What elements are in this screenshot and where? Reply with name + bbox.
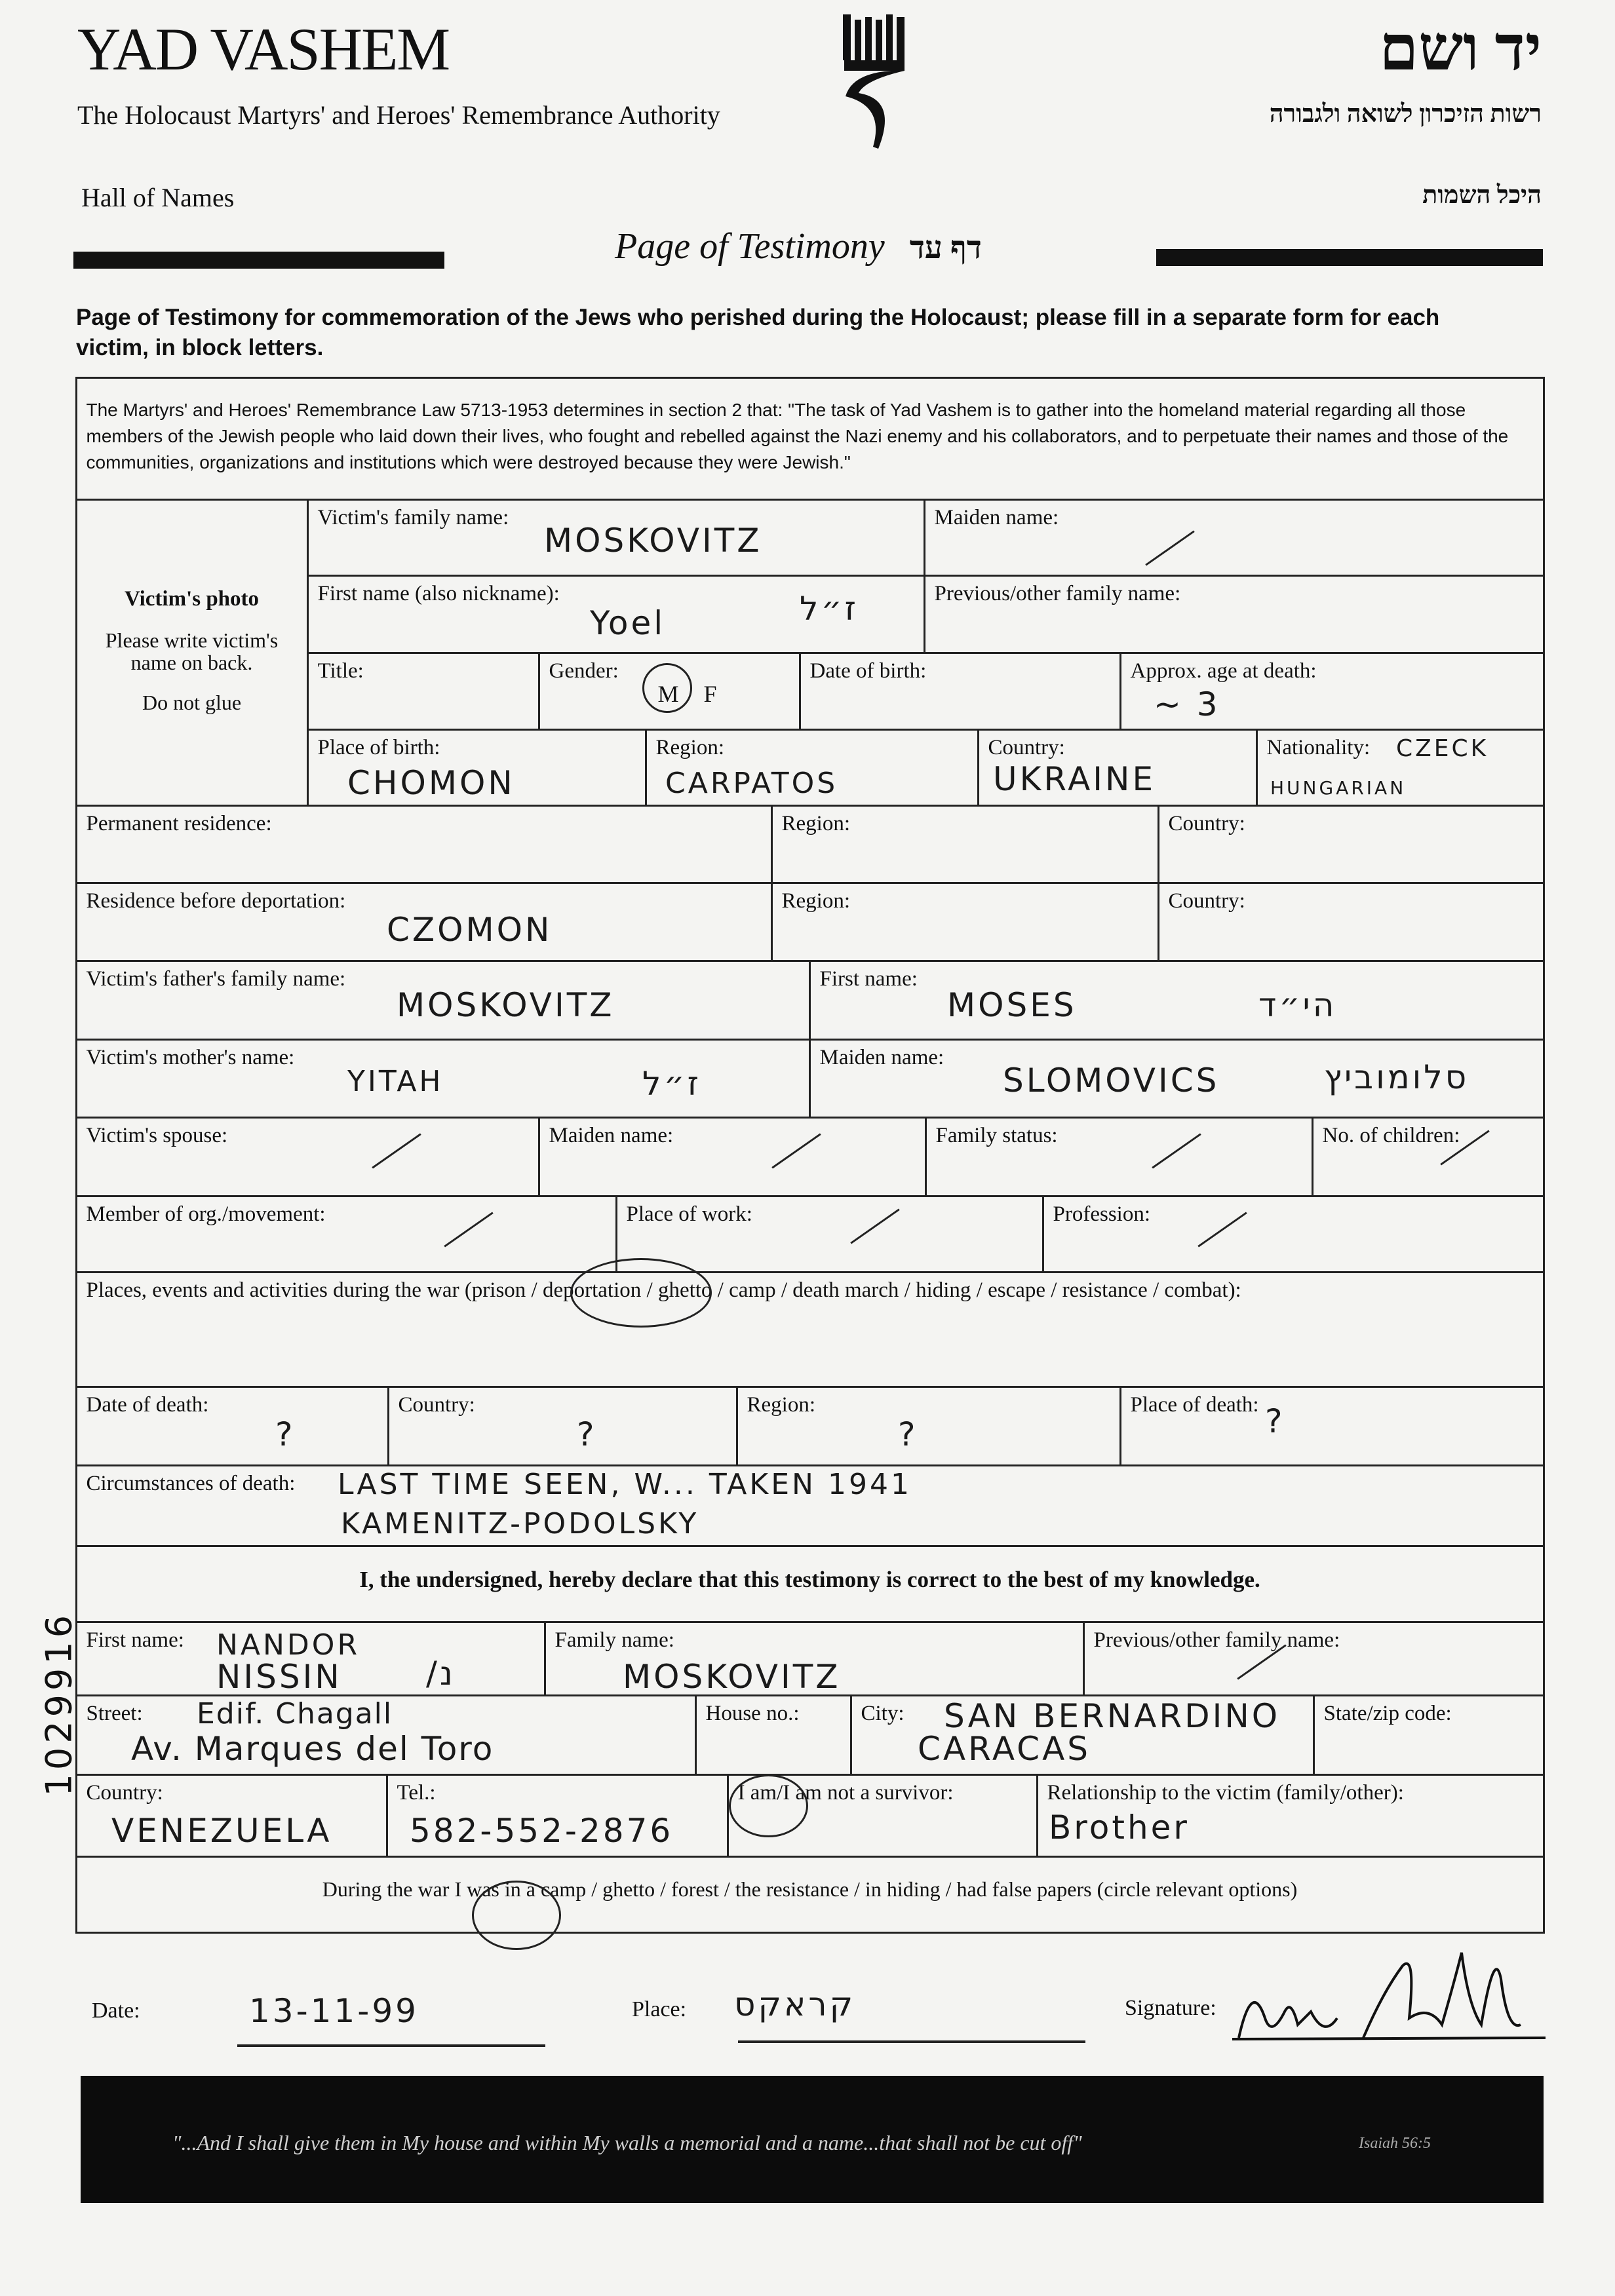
- spouse-maiden-field: [538, 1117, 927, 1197]
- hall-of-names-en: Hall of Names: [81, 183, 235, 212]
- mother-name-he-value[interactable]: ז״ל: [642, 1065, 701, 1103]
- war-places-field: [75, 1271, 1545, 1388]
- street-field-label: Street:: [86, 1701, 143, 1725]
- i-am-survivor-option[interactable]: I am: [737, 1780, 777, 1805]
- circumstances-field-label: Circumstances of death:: [86, 1471, 296, 1495]
- war-status-prefix: During the war I was in a: [322, 1877, 541, 1901]
- place-value[interactable]: קראקס: [734, 1985, 856, 2023]
- father-first-name-he-value[interactable]: הי״ד: [1258, 986, 1337, 1024]
- war-places-deportation-option[interactable]: deportation: [542, 1278, 642, 1302]
- place-label: Place:: [632, 1997, 687, 2021]
- deportation-circle: [570, 1258, 712, 1328]
- deport-country-field: [1158, 882, 1545, 962]
- declaration-box: [75, 1545, 1545, 1623]
- gender-f-option[interactable]: F: [703, 680, 717, 707]
- city-value-2[interactable]: CARACAS: [918, 1730, 1091, 1768]
- photo-glue-note: Do not glue: [142, 690, 242, 714]
- mother-maiden-name-value[interactable]: SLOMOVICS: [1003, 1062, 1220, 1100]
- place-of-birth-field-label: Place of birth:: [317, 735, 440, 759]
- residence-before-deportation-value[interactable]: CZOMON: [387, 911, 553, 949]
- form-title-he: דף עד: [909, 231, 982, 265]
- instructions: Page of Testimony for commemoration of the Jews who perished during the Holocaust; please fill in a separate form for each victim, in block letters.: [76, 305, 1440, 360]
- perm-country-field: [1158, 805, 1545, 884]
- death-region-field-label: Region:: [747, 1392, 815, 1417]
- date-of-death-field: [75, 1386, 389, 1466]
- victim-photo-box: [75, 499, 309, 807]
- war-status-suffix: / ghetto / forest / the resistance / in hiding / had false papers (circle relevant options): [586, 1877, 1298, 1901]
- family-status-field: [925, 1117, 1313, 1197]
- war-status-label: [77, 1877, 1543, 1902]
- residence-before-deportation-field-label: Residence before deportation:: [86, 889, 346, 913]
- city-value-1[interactable]: SAN BERNARDINO: [944, 1697, 1281, 1735]
- tel-field-label: Tel.:: [397, 1780, 436, 1805]
- deport-country-field-label: Country:: [1168, 889, 1245, 913]
- first-name-field-label: First name (also nickname):: [317, 581, 560, 605]
- zip-field: [1313, 1694, 1545, 1776]
- maiden-name-field-label: Maiden name:: [934, 505, 1059, 529]
- photo-note: Please write victim's name on back.: [105, 628, 279, 674]
- spouse-field-label: Victim's spouse:: [86, 1123, 228, 1147]
- victim-first-name-value[interactable]: Yoel: [590, 604, 666, 642]
- death-country-value[interactable]: ?: [577, 1415, 597, 1453]
- nationality-value-1[interactable]: CZECK: [1396, 735, 1489, 762]
- date-of-birth-field-label: Date of birth:: [809, 659, 927, 683]
- house-no-field-label: House no.:: [705, 1701, 800, 1725]
- submitter-first-name-value-2[interactable]: NISSIN: [216, 1658, 342, 1696]
- previous-family-name-field: [924, 575, 1545, 654]
- submitter-first-name-value-1[interactable]: NANDOR: [216, 1628, 360, 1662]
- death-region-field: [736, 1386, 1121, 1466]
- submitter-country-field-label: Country:: [86, 1780, 163, 1805]
- war-places-prefix: Places, events and activities during the war (prison /: [86, 1278, 543, 1302]
- yad-vashem-logo-icon: [839, 8, 918, 152]
- profession-field: [1042, 1195, 1545, 1273]
- place-of-work-field-label: Place of work:: [626, 1202, 752, 1226]
- nationality-value-2[interactable]: HUNGARIAN: [1270, 777, 1407, 799]
- deport-region-field-label: Region:: [781, 889, 850, 913]
- footer-quote: "...And I shall give them in My house and within My walls a memorial and a name...that shall not be cut off": [172, 2131, 1082, 2154]
- submitter-first-name-he-value[interactable]: נ/: [426, 1655, 456, 1693]
- victim-family-name-value[interactable]: MOSKOVITZ: [544, 522, 762, 560]
- date-of-death-field-label: Date of death:: [86, 1392, 209, 1417]
- org-name-he: יד ושם: [1379, 13, 1542, 83]
- place-of-death-field: [1119, 1386, 1545, 1466]
- death-country-field: [387, 1386, 738, 1466]
- permanent-residence-field-label: Permanent residence:: [86, 811, 272, 835]
- submitter-prev-name-field: [1083, 1621, 1545, 1696]
- relationship-value[interactable]: Brother: [1049, 1808, 1190, 1846]
- declaration-text: I, the undersigned, hereby declare that this testimony is correct to the best of my knowledge.: [359, 1566, 1260, 1592]
- law-text-box: [75, 377, 1545, 501]
- perm-region-field: [771, 805, 1159, 884]
- father-first-name-field: [809, 960, 1545, 1041]
- photo-title: Victim's photo: [124, 586, 260, 611]
- form-title-en: Page of Testimony: [615, 226, 885, 267]
- signature-label: Signature:: [1125, 1996, 1216, 2020]
- relationship-field-label: Relationship to the victim (family/other):: [1047, 1780, 1404, 1805]
- spouse-maiden-field-label: Maiden name:: [549, 1123, 674, 1147]
- title-field-label: Title:: [317, 659, 364, 683]
- submitter-first-name-field-label: First name:: [86, 1628, 184, 1652]
- tel-value[interactable]: 582-552-2876: [410, 1812, 674, 1850]
- submitter-family-name-value[interactable]: MOSKOVITZ: [623, 1658, 841, 1696]
- mother-name-value[interactable]: YITAH: [347, 1065, 444, 1098]
- mother-maiden-he-value[interactable]: סלומוביץ: [1324, 1058, 1469, 1096]
- date-of-birth-field: [799, 652, 1121, 731]
- circumstances-value-2[interactable]: KAMENITZ-PODOLSKY: [341, 1507, 699, 1540]
- footer-banner: [81, 2076, 1544, 2203]
- i-am-not-survivor-option[interactable]: /I am not a survivor:: [777, 1780, 954, 1805]
- member-org-field: [75, 1195, 617, 1273]
- footer-source: Isaiah 56:5: [1359, 2135, 1431, 2152]
- place-of-death-field-label: Place of death:: [1130, 1392, 1259, 1417]
- street-value-2[interactable]: Av. Marques del Toro: [131, 1730, 494, 1768]
- signature-image: [1232, 1940, 1547, 2057]
- family-status-field-label: Family status:: [935, 1123, 1058, 1147]
- city-field-label: City:: [861, 1701, 905, 1725]
- children-field-label: No. of children:: [1322, 1123, 1460, 1147]
- place-of-birth-value[interactable]: CHOMON: [347, 764, 515, 802]
- place-of-death-value[interactable]: ?: [1265, 1402, 1285, 1440]
- previous-family-name-field-label: Previous/other family name:: [934, 581, 1181, 605]
- war-status-box: [75, 1856, 1545, 1934]
- house-no-field: [695, 1694, 852, 1776]
- war-places-suffix: / ghetto / camp / death march / hiding / escape / resistance / combat):: [641, 1278, 1241, 1302]
- circumstances-value-1[interactable]: LAST TIME SEEN, W... TAKEN 1941: [338, 1468, 912, 1501]
- header-rule-left: [73, 252, 444, 269]
- date-label: Date:: [92, 1999, 140, 2023]
- i-am-circle: [729, 1774, 808, 1837]
- maiden-name-field: [924, 499, 1545, 577]
- title-field: [307, 652, 540, 731]
- father-family-name-field-label: Victim's father's family name:: [86, 966, 346, 991]
- date-line: [237, 2044, 545, 2047]
- family-name-field-label: Victim's family name:: [317, 505, 509, 529]
- death-region-value[interactable]: ?: [898, 1415, 918, 1453]
- law-text: The Martyrs' and Heroes' Remembrance Law 5713-1953 determines in section 2 that: "The task of Yad Vashem is to gather into the homeland material regarding all those members of the Jewish people who laid down their lives, who fought and rebelled against the Nazi enemy and his collaborators, and to perpetuate their names and those of the communities, organizations and institutions which were destroyed because they were Jewish.": [86, 399, 1509, 472]
- gender-m-option[interactable]: M: [657, 680, 679, 707]
- permanent-residence-field: [75, 805, 773, 884]
- mother-name-field-label: Victim's mother's name:: [86, 1045, 295, 1069]
- gender-m-circle: [642, 663, 692, 713]
- place-of-work-field: [615, 1195, 1044, 1273]
- place-line: [738, 2040, 1085, 2043]
- subtitle-en: The Holocaust Martyrs' and Heroes' Remembrance Authority: [77, 100, 720, 130]
- father-first-name-value[interactable]: MOSES: [947, 986, 1077, 1024]
- submitter-country-value[interactable]: VENEZUELA: [111, 1812, 332, 1850]
- stamp-number: 1029916: [38, 1611, 80, 1797]
- hall-of-names-he: היכל השמות: [1422, 182, 1542, 209]
- submitter-prev-name-field-label: Previous/other family name:: [1093, 1628, 1340, 1652]
- member-org-field-label: Member of org./movement:: [86, 1202, 326, 1226]
- org-name-en: YAD VASHEM: [77, 16, 450, 83]
- date-value[interactable]: 13-11-99: [249, 1992, 419, 2030]
- spouse-field: [75, 1117, 540, 1197]
- deport-region-field: [771, 882, 1159, 962]
- father-first-name-field-label: First name:: [819, 966, 918, 991]
- mother-maiden-name-field-label: Maiden name:: [819, 1045, 944, 1069]
- zip-field-label: State/zip code:: [1323, 1701, 1452, 1725]
- victim-first-name-he-value[interactable]: ז״ל: [800, 590, 859, 628]
- region-value[interactable]: CARPATOS: [665, 767, 838, 800]
- region-field-label: Region:: [655, 735, 724, 759]
- nationality-field-label: Nationality:: [1266, 735, 1371, 759]
- war-status-camp-option[interactable]: camp: [540, 1877, 587, 1901]
- subtitle-he: רשות הזיכרון לשואה ולגבורה: [1269, 100, 1542, 128]
- age-at-death-field-label: Approx. age at death:: [1130, 659, 1317, 683]
- perm-country-field-label: Country:: [1168, 811, 1245, 835]
- profession-field-label: Profession:: [1053, 1202, 1150, 1226]
- street-value-1[interactable]: Edif. Chagall: [197, 1697, 393, 1731]
- gender-field-label: Gender:: [549, 659, 619, 683]
- age-at-death-value[interactable]: ~ 3: [1154, 685, 1220, 723]
- header-rule-right: [1156, 249, 1543, 266]
- father-family-name-value[interactable]: MOSKOVITZ: [397, 986, 615, 1024]
- country-value[interactable]: UKRAINE: [993, 760, 1156, 798]
- perm-region-field-label: Region:: [781, 811, 850, 835]
- camp-circle: [472, 1881, 561, 1950]
- form-title: [615, 225, 982, 267]
- children-field: [1312, 1117, 1545, 1197]
- country-field-label: Country:: [988, 735, 1065, 759]
- submitter-family-name-field-label: Family name:: [555, 1628, 674, 1652]
- date-of-death-value[interactable]: ?: [275, 1415, 296, 1453]
- death-country-field-label: Country:: [398, 1392, 475, 1417]
